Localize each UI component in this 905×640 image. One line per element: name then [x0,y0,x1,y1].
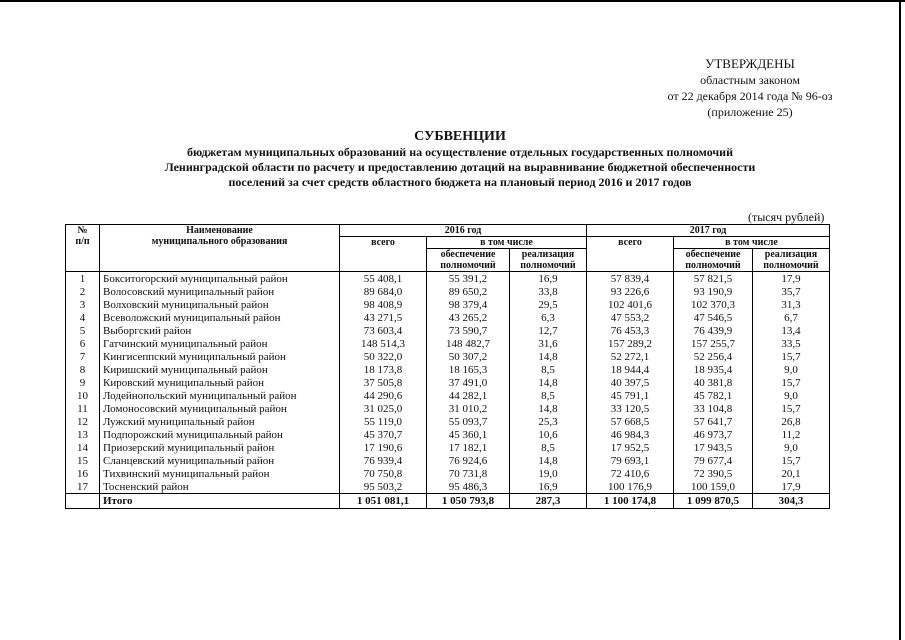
row-total-2017: 40 397,5 [587,376,674,389]
row-total-2017: 76 453,3 [587,324,674,337]
row-total-2016: 55 408,1 [340,272,427,286]
row-total-2017: 93 226,6 [587,285,674,298]
row-total-2017: 17 952,5 [587,441,674,454]
table-row [66,272,830,286]
table-row [66,454,830,467]
table-row [66,389,830,402]
row-support-2017: 76 439,9 [674,324,753,337]
row-total-2016: 43 271,5 [340,311,427,324]
row-total-2017: 102 401,6 [587,298,674,311]
row-total-2017: 45 791,1 [587,389,674,402]
total-support-2016: 1 050 793,8 [427,494,510,509]
row-support-2017: 33 104,8 [674,402,753,415]
row-support-2016: 76 924,6 [427,454,510,467]
table-row [66,337,830,350]
header-name [100,225,340,272]
row-realization-2016: 10,6 [510,428,587,441]
row-number: 12 [66,415,100,428]
row-support-2016: 43 265,2 [427,311,510,324]
row-realization-2016: 14,8 [510,454,587,467]
row-realization-2016: 8,5 [510,441,587,454]
row-total-2016: 148 514,3 [340,337,427,350]
row-realization-2016: 14,8 [510,376,587,389]
approval-appendix: (приложение 25) [707,105,793,119]
row-name: Выборгский район [100,324,340,337]
row-number: 8 [66,363,100,376]
page-top-border [0,0,905,2]
row-support-2016: 148 482,7 [427,337,510,350]
row-total-2017: 57 839,4 [587,272,674,286]
row-support-2017: 45 782,1 [674,389,753,402]
row-number: 13 [66,428,100,441]
row-realization-2016: 33,8 [510,285,587,298]
row-realization-2016: 12,7 [510,324,587,337]
row-name: Ломоносовский муниципальный район [100,402,340,415]
row-support-2017: 17 943,5 [674,441,753,454]
row-name: Тосненский район [100,480,340,494]
row-total-2017: 79 693,1 [587,454,674,467]
table-row [66,363,830,376]
table-row [66,376,830,389]
row-total-2016: 44 290,6 [340,389,427,402]
total-2017: 1 100 174,8 [587,494,674,509]
row-support-2016: 50 307,2 [427,350,510,363]
header-year-2017: 2017 год [587,225,830,237]
row-total-2017: 33 120,5 [587,402,674,415]
table-row [66,402,830,415]
title-heading: СУБВЕНЦИИ [414,129,506,144]
row-name: Подпорожский муниципальный район [100,428,340,441]
row-total-2016: 18 173,8 [340,363,427,376]
row-support-2016: 18 165,3 [427,363,510,376]
total-row [66,494,830,509]
row-realization-2017: 17,9 [753,480,830,494]
total-no-cell [66,494,100,509]
header-incl-2017: в том числе [674,237,830,249]
row-support-2016: 45 360,1 [427,428,510,441]
row-total-2016: 89 684,0 [340,285,427,298]
row-total-2016: 76 939,4 [340,454,427,467]
row-total-2016: 50 322,0 [340,350,427,363]
header-no [66,225,100,272]
header-name-label: Наименование муниципального образования [151,225,288,247]
row-number: 1 [66,272,100,286]
total-support-2017: 1 099 870,5 [674,494,753,509]
row-name: Лужский муниципальный район [100,415,340,428]
row-name: Волосовский муниципальный район [100,285,340,298]
table-row [66,467,830,480]
row-number: 4 [66,311,100,324]
row-realization-2017: 15,7 [753,402,830,415]
row-realization-2016: 29,5 [510,298,587,311]
row-name: Волховский муниципальный район [100,298,340,311]
row-realization-2016: 31,6 [510,337,587,350]
row-realization-2017: 35,7 [753,285,830,298]
row-support-2017: 18 935,4 [674,363,753,376]
row-realization-2017: 15,7 [753,350,830,363]
table-row [66,350,830,363]
header-total-2016: всего [340,237,427,272]
table-row [66,441,830,454]
row-support-2016: 37 491,0 [427,376,510,389]
row-total-2017: 46 984,3 [587,428,674,441]
row-name: Кировский муниципальный район [100,376,340,389]
table-body [66,272,830,509]
row-support-2017: 40 381,8 [674,376,753,389]
table-row [66,480,830,494]
row-realization-2017: 33,5 [753,337,830,350]
row-total-2016: 98 408,9 [340,298,427,311]
row-realization-2017: 9,0 [753,363,830,376]
row-realization-2016: 25,3 [510,415,587,428]
row-realization-2016: 16,9 [510,272,587,286]
row-number: 2 [66,285,100,298]
row-realization-2016: 14,8 [510,350,587,363]
row-total-2017: 100 176,9 [587,480,674,494]
row-realization-2017: 20,1 [753,467,830,480]
header-realization-2017-label: реализация полномочий [763,249,819,271]
row-support-2016: 95 486,3 [427,480,510,494]
row-total-2016: 17 190,6 [340,441,427,454]
subsidies-table [65,224,830,509]
header-no-label: № п/п [75,225,90,247]
row-support-2017: 102 370,3 [674,298,753,311]
header-incl-2016: в том числе [427,237,587,249]
total-2016: 1 051 081,1 [340,494,427,509]
table-row [66,311,830,324]
row-realization-2017: 15,7 [753,454,830,467]
row-number: 9 [66,376,100,389]
row-total-2016: 37 505,8 [340,376,427,389]
row-number: 11 [66,402,100,415]
row-support-2017: 57 641,7 [674,415,753,428]
row-realization-2017: 31,3 [753,298,830,311]
row-support-2017: 57 821,5 [674,272,753,286]
row-support-2017: 72 390,5 [674,467,753,480]
row-name: Лодейнопольский муниципальный район [100,389,340,402]
row-realization-2017: 6,7 [753,311,830,324]
title-line-2: Ленинградской области по расчету и предоставлению дотаций на выравнивание бюджетной обеспеченности [164,160,756,174]
row-total-2016: 55 119,0 [340,415,427,428]
table-row [66,428,830,441]
approval-date: от 22 декабря 2014 года № 96-оз [667,89,833,103]
row-total-2016: 73 603,4 [340,324,427,337]
row-number: 17 [66,480,100,494]
document-title [60,128,860,190]
approval-title: УТВЕРЖДЕНЫ [705,56,795,71]
row-support-2016: 70 731,8 [427,467,510,480]
row-support-2016: 44 282,1 [427,389,510,402]
approval-block [640,56,860,120]
row-support-2017: 52 256,4 [674,350,753,363]
header-support-2016 [427,249,510,272]
row-name: Кингисеппский муниципальный район [100,350,340,363]
title-line-1: бюджетам муниципальных образований на осуществление отдельных государственных полномочий [187,145,733,159]
header-realization-2016 [510,249,587,272]
table-row [66,415,830,428]
row-name: Бокситогорский муниципальный район [100,272,340,286]
header-realization-2017 [753,249,830,272]
row-realization-2016: 14,8 [510,402,587,415]
page-right-border [899,0,901,640]
table-row [66,285,830,298]
row-name: Приозерский муниципальный район [100,441,340,454]
row-number: 7 [66,350,100,363]
row-number: 15 [66,454,100,467]
row-realization-2016: 8,5 [510,389,587,402]
row-number: 3 [66,298,100,311]
row-support-2017: 79 677,4 [674,454,753,467]
row-support-2016: 89 650,2 [427,285,510,298]
row-support-2017: 100 159,0 [674,480,753,494]
row-total-2017: 52 272,1 [587,350,674,363]
row-realization-2017: 15,7 [753,376,830,389]
row-name: Всеволожский муниципальный район [100,311,340,324]
row-total-2017: 57 668,5 [587,415,674,428]
row-number: 5 [66,324,100,337]
row-name: Гатчинский муниципальный район [100,337,340,350]
row-total-2016: 95 503,2 [340,480,427,494]
row-number: 6 [66,337,100,350]
header-support-2016-label: обеспечение полномочий [440,249,496,271]
total-realization-2017: 304,3 [753,494,830,509]
row-total-2017: 72 410,6 [587,467,674,480]
row-realization-2017: 11,2 [753,428,830,441]
row-total-2016: 45 370,7 [340,428,427,441]
row-realization-2017: 26,8 [753,415,830,428]
row-number: 10 [66,389,100,402]
row-total-2016: 70 750,8 [340,467,427,480]
row-realization-2017: 9,0 [753,441,830,454]
row-name: Киришский муниципальный район [100,363,340,376]
row-realization-2016: 19,0 [510,467,587,480]
row-support-2017: 93 190,9 [674,285,753,298]
row-number: 14 [66,441,100,454]
header-support-2017-label: обеспечение полномочий [685,249,741,271]
total-label: Итого [100,494,340,509]
header-total-2017: всего [587,237,674,272]
approval-law: областным законом [700,73,800,87]
unit-label: (тысяч рублей) [748,210,825,224]
row-realization-2016: 6,3 [510,311,587,324]
row-support-2017: 47 546,5 [674,311,753,324]
row-realization-2016: 16,9 [510,480,587,494]
row-support-2016: 73 590,7 [427,324,510,337]
row-realization-2016: 8,5 [510,363,587,376]
row-total-2016: 31 025,0 [340,402,427,415]
row-total-2017: 18 944,4 [587,363,674,376]
row-total-2017: 157 289,2 [587,337,674,350]
row-number: 16 [66,467,100,480]
header-realization-2016-label: реализация полномочий [520,249,576,271]
header-year-2016: 2016 год [340,225,587,237]
row-total-2017: 47 553,2 [587,311,674,324]
row-support-2017: 157 255,7 [674,337,753,350]
table-row [66,298,830,311]
row-realization-2017: 13,4 [753,324,830,337]
row-realization-2017: 17,9 [753,272,830,286]
row-name: Сланцевский муниципальный район [100,454,340,467]
row-name: Тихвинский муниципальный район [100,467,340,480]
table-row [66,324,830,337]
row-support-2016: 17 182,1 [427,441,510,454]
row-support-2016: 98 379,4 [427,298,510,311]
row-realization-2017: 9,0 [753,389,830,402]
total-realization-2016: 287,3 [510,494,587,509]
title-line-3: поселений за счет средств областного бюджета на плановый период 2016 и 2017 годов [228,175,692,189]
row-support-2016: 55 093,7 [427,415,510,428]
row-support-2016: 55 391,2 [427,272,510,286]
row-support-2016: 31 010,2 [427,402,510,415]
row-support-2017: 46 973,7 [674,428,753,441]
header-support-2017 [674,249,753,272]
